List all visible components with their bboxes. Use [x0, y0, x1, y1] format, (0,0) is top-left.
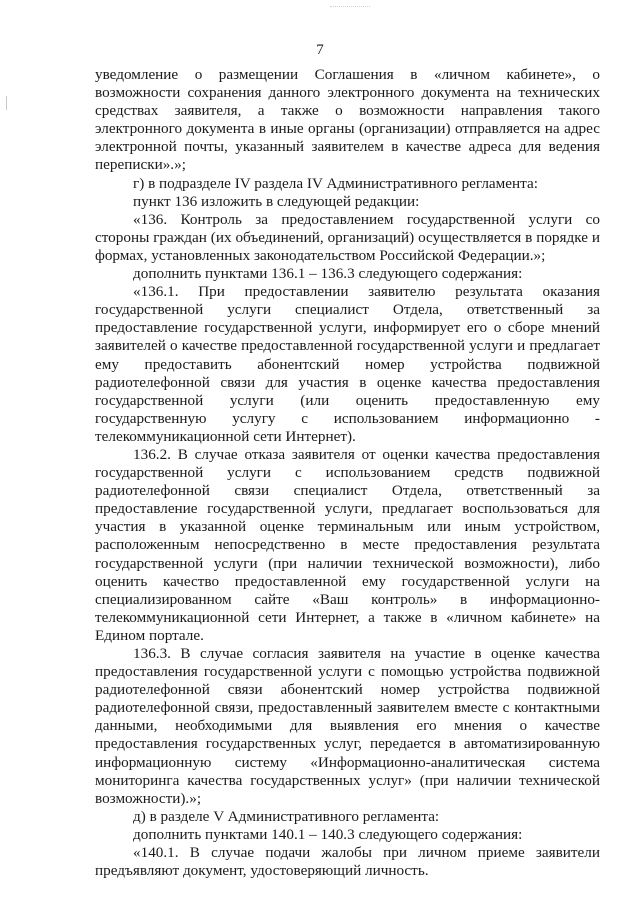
paragraph-clause-136: «136. Контроль за предоставлением государственной услуги со стороны граждан (их объединений, организаций) осуществляется в порядке и формах, установленных законодательством Российской Федерации.»;: [95, 210, 600, 264]
scan-artifact: [330, 6, 370, 8]
paragraph-clause-136-2: 136.2. В случае отказа заявителя от оценки качества предоставления государственной услуги с использованием средств подвижной радиотелефонной связи специалист Отдела, ответственный за предоставление государственной услуги, предлагает воспользоваться для участия в указанной оценке терминальным или иным устройством, расположенным непосредственно в месте предоставления результата государственной услуги (при наличии технической возможности), либо оценить качество предоставленной ему государственной услуги на специализированном сайте «Ваш контроль» в информационно-телекоммуникационной сети Интернет, а также в «личном кабинете» на Едином портале.: [95, 445, 600, 644]
scan-artifact: [6, 96, 7, 110]
paragraph-clause-136-3: 136.3. В случае согласия заявителя на участие в оценке качества предоставления государственной услуги с помощью устройства подвижной радиотелефонной связи абонентский номер устройства подвижной радиотелефонной связи, предоставленный заявителем вместе с контактными данными, необходимыми для выявления его мнения о качестве предоставления государственных услуг, передается в автоматизированную информационную систему «Информационно-аналитическая система мониторинга качества государственных услуг» (при наличии технической возможности).»;: [95, 645, 600, 807]
paragraph-clause-136-1: «136.1. При предоставлении заявителю результата оказания государственной услуги специалист Отдела, ответственный за предоставление государственной услуги, информирует его о сборе мнений заявителей о качестве предоставленной государственной услуги и предлагает ему предоставить абонентский номер устройства подвижной радиотелефонной связи для участия в оценке качества предоставления государственной услуги (или оценить предоставленную ему государственную услугу с использованием информационно - телекоммуникационной сети Интернет).: [95, 283, 600, 445]
page-number: 7: [316, 42, 324, 58]
document-body: [95, 66, 600, 880]
paragraph-section-d: д) в разделе V Административного регламента:: [133, 807, 440, 825]
paragraph-clause-140-1: «140.1. В случае подачи жалобы при личном приеме заявители предъявляют документ, удостоверяющий личность.: [95, 844, 600, 880]
paragraph-subsection-g: г) в подразделе IV раздела IV Административного регламента:: [133, 174, 538, 192]
paragraph-clause-136-intro: пункт 136 изложить в следующей редакции:: [133, 192, 420, 210]
paragraph-add-140-intro: дополнить пунктами 140.1 – 140.3 следующего содержания:: [133, 825, 523, 843]
paragraph-add-136-intro: дополнить пунктами 136.1 – 136.3 следующего содержания:: [133, 265, 523, 283]
paragraph-notification: уведомление о размещении Соглашения в «личном кабинете», о возможности сохранения данного электронного документа на технических средствах заявителя, а также о возможности направления такого электронного документа в иные органы (организации) отправляется на адрес электронной почты, указанный заявителем в качестве адреса для ведения переписки».»;: [95, 66, 600, 174]
